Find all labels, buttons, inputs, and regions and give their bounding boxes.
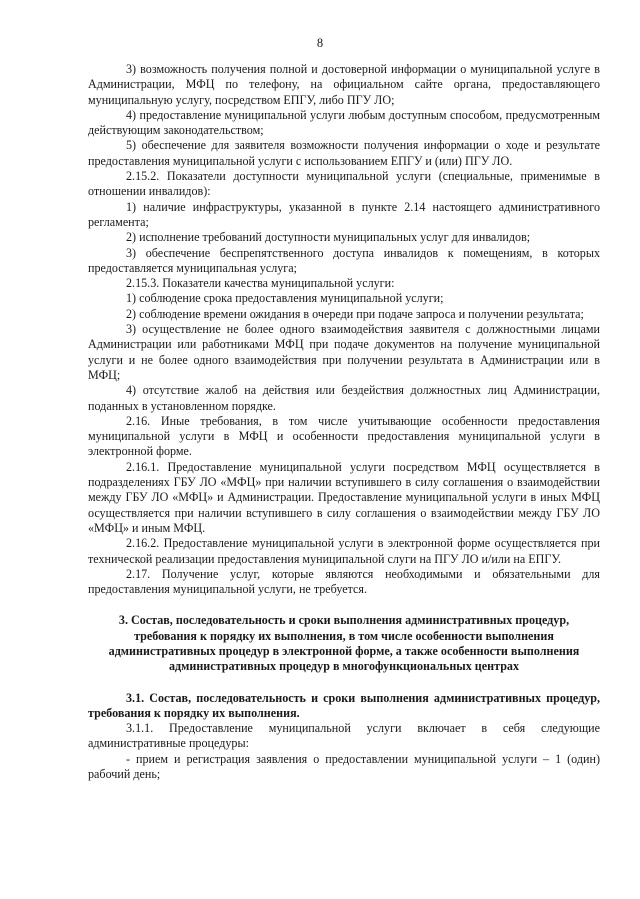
document-body — [88, 62, 600, 782]
page-number: 8 — [316, 36, 324, 50]
subsection-heading: 3.1. Состав, последовательность и сроки выполнения административных процедур, требования к порядку их выполнения. — [88, 690, 600, 720]
list-item: - прием и регистрация заявления о предоставлении муниципальной услуги – 1 (один) рабочий день; — [88, 751, 600, 782]
paragraph: 1) соблюдение срока предоставления муниципальной услуги; — [126, 291, 444, 306]
paragraph: 3) обеспечение беспрепятственного доступа инвалидов к помещениям, в которых предоставляется муниципальная услуга; — [88, 245, 600, 275]
paragraph: 4) предоставление муниципальной услуги любым доступным способом, предусмотренным действующим законодательством; — [88, 107, 600, 138]
paragraph: 2) соблюдение времени ожидания в очереди при подаче запроса и получении результата; — [126, 306, 584, 321]
paragraph: 5) обеспечение для заявителя возможности получения информации о ходе и результате предоставления муниципальной услуги с использованием ЕПГУ и (или) ПГУ ЛО. — [88, 138, 600, 168]
paragraph: 2.15.3. Показатели качества муниципальной услуги: — [126, 276, 395, 291]
paragraph: 4) отсутствие жалоб на действия или бездействия должностных лиц Администрации, поданных в установленном порядке. — [88, 383, 600, 413]
paragraph: 3) возможность получения полной и достоверной информации о муниципальной услуге в Администрации, МФЦ по телефону, на официальном сайте органа, предоставляющего муниципальную услугу, посредством ЕПГУ, либо ПГУ ЛО; — [88, 62, 600, 107]
paragraph: 3.1.1. Предоставление муниципальной услуги включает в себя следующие административные процедуры: — [88, 721, 600, 751]
paragraph: 2.16. Иные требования, в том числе учитывающие особенности предоставления муниципальной услуги в МФЦ и особенности предоставления муниципальной услуги в электронной форме. — [88, 413, 600, 459]
paragraph: 1) наличие инфраструктуры, указанной в пункте 2.14 настоящего административного регламента; — [88, 199, 600, 229]
paragraph: 3) осуществление не более одного взаимодействия заявителя с должностными лицами Администрации или работниками МФЦ при подаче документов на получение муниципальной услуги и не более одного взаимодействия при получении результата в Администрации или в МФЦ; — [88, 322, 600, 382]
paragraph: 2.17. Получение услуг, которые являются необходимыми и обязательными для предоставления муниципальной услуги, не требуется. — [88, 566, 600, 597]
paragraph: 2.16.1. Предоставление муниципальной услуги посредством МФЦ осуществляется в подразделениях ГБУ ЛО «МФЦ» при наличии вступившего в силу соглашения о взаимодействии между ГБУ ЛО «МФЦ» и Администрации. Предоставление муниципальной услуги в иных МФЦ осуществляется при наличии вступившего в силу соглашения о взаимодействии между ГБУ ЛО «МФЦ» и иным МФЦ. — [88, 459, 600, 535]
paragraph: 2) исполнение требований доступности муниципальных услуг для инвалидов; — [126, 230, 531, 245]
paragraph: 2.15.2. Показатели доступности муниципальной услуги (специальные, применимые в отношении инвалидов): — [88, 169, 600, 199]
section-heading: 3. Состав, последовательность и сроки выполнения административных процедур, требования к порядку их выполнения, в том числе особенности выполнения административных процедур в электронной форме, а также особенности выполнения административных процедур в многофункциональных центрах — [108, 613, 580, 674]
paragraph: 2.16.2. Предоставление муниципальной услуги в электронной форме осуществляется при технической реализации предоставления муниципальной слуги на ПГУ ЛО и/или на ЕПГУ. — [88, 536, 600, 566]
